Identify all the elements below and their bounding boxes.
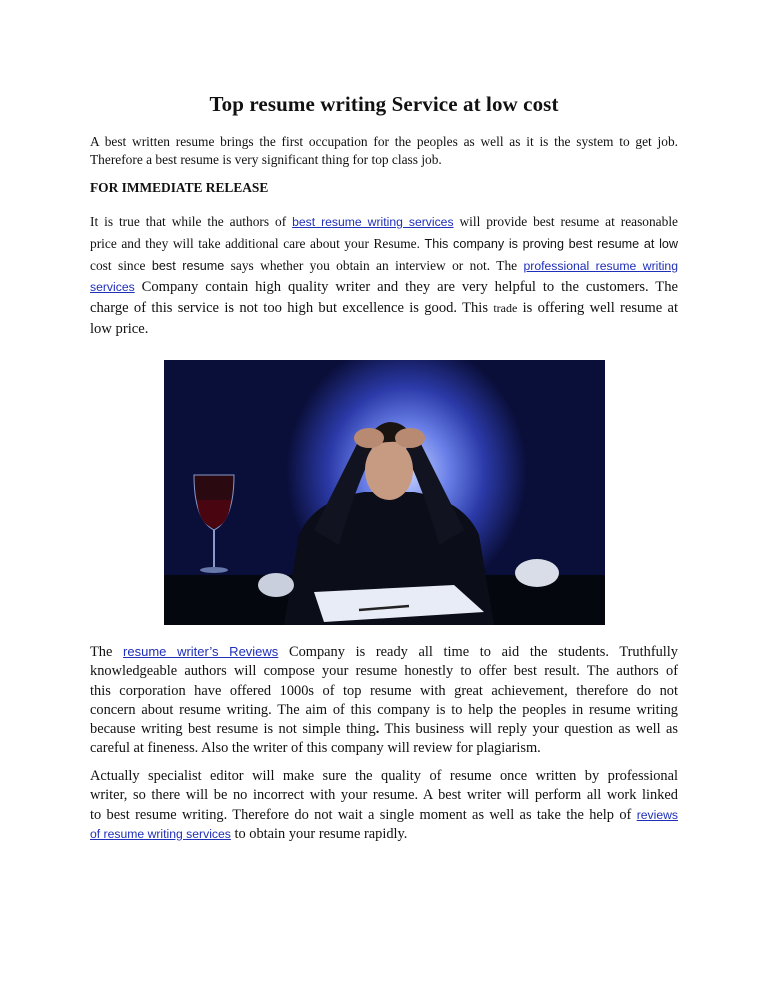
resume-writers-reviews-link[interactable]: resume writer’s Reviews <box>123 644 279 659</box>
reviews-of-resume-writing-services-link-continued[interactable]: of resume writing services <box>90 826 231 841</box>
stressed-man-photo <box>164 360 605 625</box>
professional-resume-writing-services-link[interactable]: services <box>90 280 135 294</box>
intro-line: A best written resume brings the first occupation for the peoples as well as it is the system to get job. <box>90 134 678 149</box>
editor-paragraph: Actually specialist editor will make sure the quality of resume once written by professional writer, so there will be no incorrect with your resume. A best writer will perform all work linked to best resume writing. Therefore do not wait a single moment as well as take the help of reviews of resume writing services to obtain your resume rapidly. <box>90 768 678 842</box>
section-heading: FOR IMMEDIATE RELEASE <box>90 180 269 195</box>
intro-paragraph <box>90 133 678 169</box>
page-title: Top resume writing Service at low cost <box>209 92 559 116</box>
professional-resume-writing-link[interactable]: professional resume writing <box>523 259 678 273</box>
release-paragraph: It is true that while the authors of best resume writing services will provide best resume at reasonable price and they will take additional care about your Resume. This company is proving best resume at low cost since best resume says whether you obtain an interview or not. The professional resume writing services Company contain high quality writer and they are very helpful to the customers. The charge of this service is not too high but excellence is good. This trade is offering well resume at low price. <box>90 214 679 337</box>
reviews-paragraph: The resume writer’s Reviews Company is ready all time to aid the students. Truthfully knowledgeable authors will compose your resume honestly to offer best result. The authors of this corporation have offered 1000s of top resume with great achievement, therefore do not concern about resume writing. The aim of this company is to help the peoples in resume writing because writing best resume is not simple thing. This business will reply your question as well as careful at fineness. Also the writer of this company will review for plagiarism. <box>90 644 678 757</box>
reviews-of-resume-writing-services-link[interactable]: reviews <box>636 807 678 822</box>
photo-illustration <box>164 360 605 625</box>
best-resume-writing-services-link[interactable]: best resume writing services <box>292 215 454 229</box>
intro-line: Therefore a best resume is very significant thing for top class job. <box>90 152 442 167</box>
